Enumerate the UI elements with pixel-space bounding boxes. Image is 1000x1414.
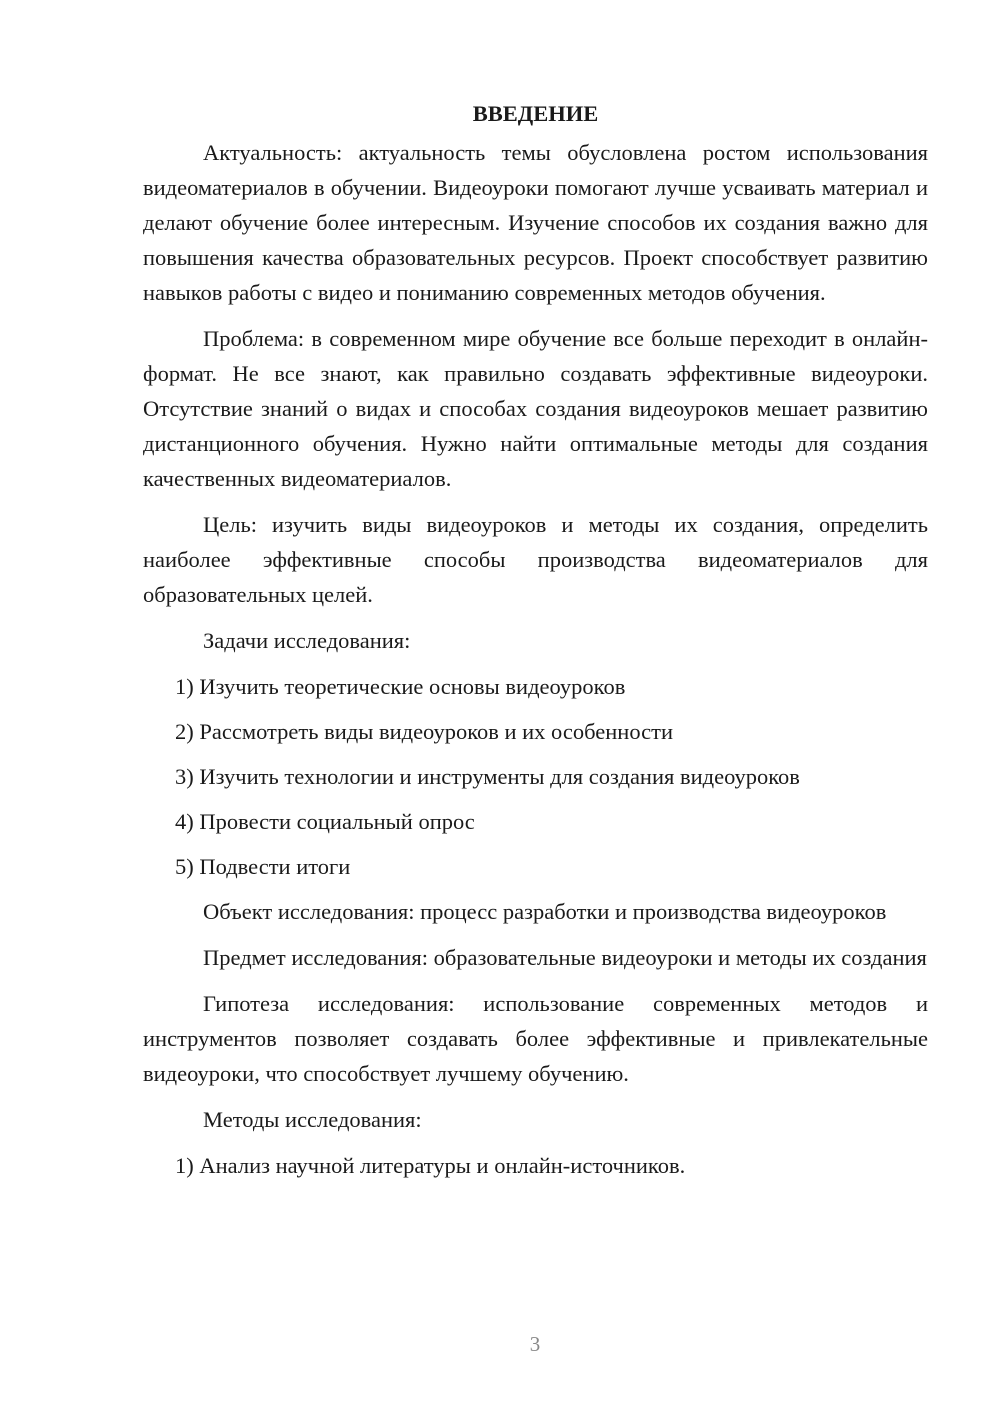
list-item: 4) Провести социальный опрос (175, 809, 475, 834)
methods-heading: Методы исследования: (203, 1107, 422, 1132)
paragraph-goal: Цель: изучить виды видеоуроков и методы их создания, определить наиболее эффективные способы производства видеоматериалов для образовательных целей. (143, 512, 928, 607)
page-title: ВВЕДЕНИЕ (472, 101, 599, 126)
tasks-heading: Задачи исследования: (203, 628, 411, 653)
methods-list (143, 1148, 928, 1183)
list-item: 2) Рассмотреть виды видеоуроков и их особенности (175, 719, 673, 744)
paragraph-object: Объект исследования: процесс разработки и производства видеоуроков (203, 899, 887, 924)
list-item: 3) Изучить технологии и инструменты для создания видеоуроков (175, 764, 800, 789)
page-number: 3 (529, 1332, 541, 1356)
paragraph-problem: Проблема: в современном мире обучение все больше переходит в онлайн-формат. Не все знают, как правильно создавать эффективные видеоуроки. Отсутствие знаний о видах и способах создания видеоуроков мешает развитию дистанционного обучения. Нужно найти оптимальные методы для создания качественных видеоматериалов. (143, 326, 928, 491)
paragraph-subject: Предмет исследования: образовательные видеоуроки и методы их создания (203, 945, 927, 970)
list-item: 5) Подвести итоги (175, 854, 351, 879)
tasks-list (143, 669, 928, 884)
list-item: 1) Изучить теоретические основы видеоуроков (175, 674, 626, 699)
paragraph-hypothesis: Гипотеза исследования: использование современных методов и инструментов позволяет создавать более эффективные и привлекательные видеоуроки, что способствует лучшему обучению. (143, 991, 928, 1086)
list-item: 1) Анализ научной литературы и онлайн-источников. (175, 1153, 686, 1178)
document-body (143, 96, 928, 1193)
paragraph-relevance: Актуальность: актуальность темы обусловлена ростом использования видеоматериалов в обучении. Видеоуроки помогают лучше усваивать материал и делают обучение более интересным. Изучение способов их создания важно для повышения качества образовательных ресурсов. Проект способствует развитию навыков работы с видео и пониманию современных методов обучения. (143, 140, 928, 305)
